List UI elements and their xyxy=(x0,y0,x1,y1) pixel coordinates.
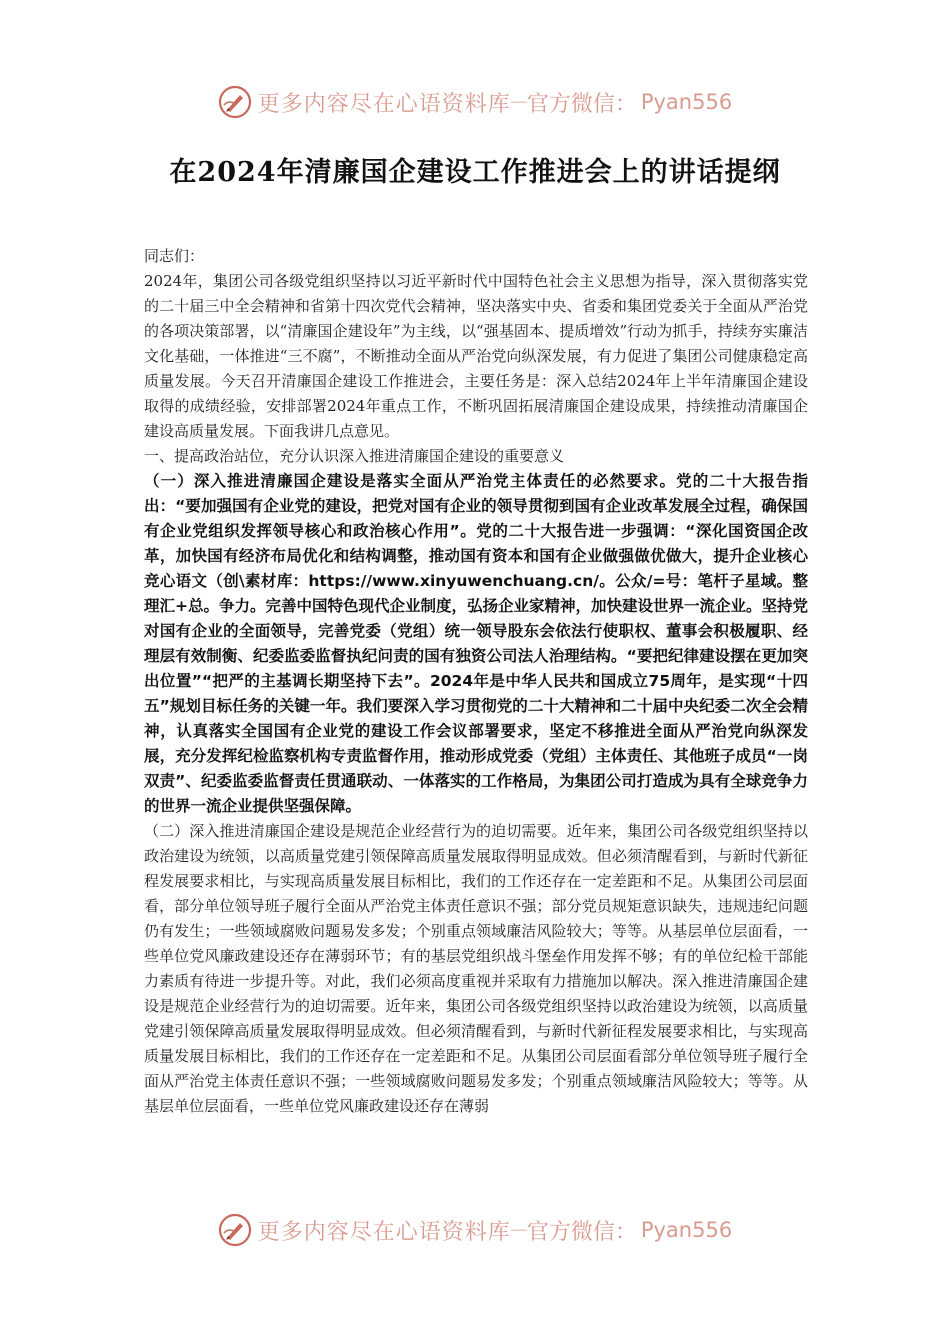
banner-wechat-label: 官方微信： xyxy=(526,91,637,117)
banner-separator: — xyxy=(510,1221,527,1238)
banner-wechat-id: Pyan556 xyxy=(640,1218,733,1242)
subsection-1-paragraph: （一）深入推进清廉国企建设是落实全面从严治党主体责任的必然要求。党的二十大报告指出：“要加强国有企业党的建设，把党对国有企业的领导贯彻到国有企业改革发展全过程，确保国有企业党组织发挥领导核心和政治核心作用”。党的二十大报告进一步强调：“深化国资国企改革，加快国有经济布局优化和结构调整，推动国有资本和国有企业做强做优做大，提升企业核心竞心语文（创\素材库：https://www.xinyuwenchuang.cn/。公众/=号：笔杆子星域。整理汇+总。争力。完善中国特色现代企业制度，弘扬企业家精神，加快建设世界一流企业。坚持党对国有企业的全面领导，完善党委（党组）统一领导股东会依法行使职权、董事会积极履职、经理层有效制衡、纪委监委监督执纪问责的国有独资公司法人治理结构。“要把纪律建设摆在更加突出位置”“把严的主基调长期坚持下去”。2024年是中华人民共和国成立75周年，是实现“十四五”规划目标任务的关键一年。我们要深入学习贯彻党的二十大精神和二十届中央纪委二次全会精神，认真落实全国国有企业党的建设工作会议部署要求，坚定不移推进全面从严治党向纵深发展，充分发挥纪检监察机构专责监督作用，推动形成党委（党组）主体责任、其他班子成员“一岗双责”、纪委监委监督责任贯通联动、一体落实的工作格局，为集团公司打造成为具有全球竞争力的世界一流企业提供坚强保障。 xyxy=(144,472,808,815)
pen-logo-icon xyxy=(218,85,252,119)
greeting: 同志们： xyxy=(144,247,205,265)
section-1-heading: 一、提高政治站位，充分认识深入推进清廉国企建设的重要意义 xyxy=(144,447,565,465)
document-body xyxy=(144,244,808,1119)
footer-banner xyxy=(0,1208,950,1252)
header-banner xyxy=(0,80,950,124)
banner-slogan: 更多内容尽在心语资料库 xyxy=(257,91,511,117)
banner-slogan: 更多内容尽在心语资料库 xyxy=(257,1219,511,1245)
banner-wechat-label: 官方微信： xyxy=(526,1219,637,1245)
banner-wechat-id: Pyan556 xyxy=(640,90,733,114)
subsection-2-paragraph: （二）深入推进清廉国企建设是规范企业经营行为的迫切需要。近年来，集团公司各级党组织坚持以政治建设为统领，以高质量党建引领保障高质量发展取得明显成效。但必须清醒看到，与新时代新征程发展要求相比，与实现高质量发展目标相比，我们的工作还存在一定差距和不足。从集团公司层面看，部分单位领导班子履行全面从严治党主体责任意识不强；部分党员规矩意识缺失，违规违纪问题仍有发生；一些领域腐败问题易发多发；个别重点领域廉洁风险较大；等等。从基层单位层面看，一些单位党风廉政建设还存在薄弱环节；有的基层党组织战斗堡垒作用发挥不够；有的单位纪检干部能力素质有待进一步提升等。对此，我们必须高度重视并采取有力措施加以解决。深入推进清廉国企建设是规范企业经营行为的迫切需要。近年来，集团公司各级党组织坚持以政治建设为统领，以高质量党建引领保障高质量发展取得明显成效。但必须清醒看到，与新时代新征程发展要求相比，与实现高质量发展目标相比，我们的工作还存在一定差距和不足。从集团公司层面看部分单位领导班子履行全面从严治党主体责任意识不强；一些领域腐败问题易发多发；个别重点领域廉洁风险较大；等等。从基层单位层面看，一些单位党风廉政建设还存在薄弱 xyxy=(144,822,808,1115)
banner-separator: — xyxy=(510,93,527,110)
pen-logo-icon xyxy=(218,1213,252,1247)
document-title: 在2024年清廉国企建设工作推进会上的讲话提纲 xyxy=(169,157,781,188)
intro-paragraph: 2024年，集团公司各级党组织坚持以习近平新时代中国特色社会主义思想为指导，深入贯彻落实党的二十届三中全会精神和省第十四次党代会精神，坚决落实中央、省委和集团党委关于全面从严治党的各项决策部署，以“清廉国企建设年”为主线，以“强基固本、提质增效”行动为抓手，持续夯实廉洁文化基础，一体推进“三不腐”，不断推动全面从严治党向纵深发展，有力促进了集团公司健康稳定高质量发展。今天召开清廉国企建设工作推进会，主要任务是：深入总结2024年上半年清廉国企建设取得的成绩经验，安排部署2024年重点工作，不断巩固拓展清廉国企建设成果，持续推动清廉国企建设高质量发展。下面我讲几点意见。 xyxy=(144,272,808,440)
